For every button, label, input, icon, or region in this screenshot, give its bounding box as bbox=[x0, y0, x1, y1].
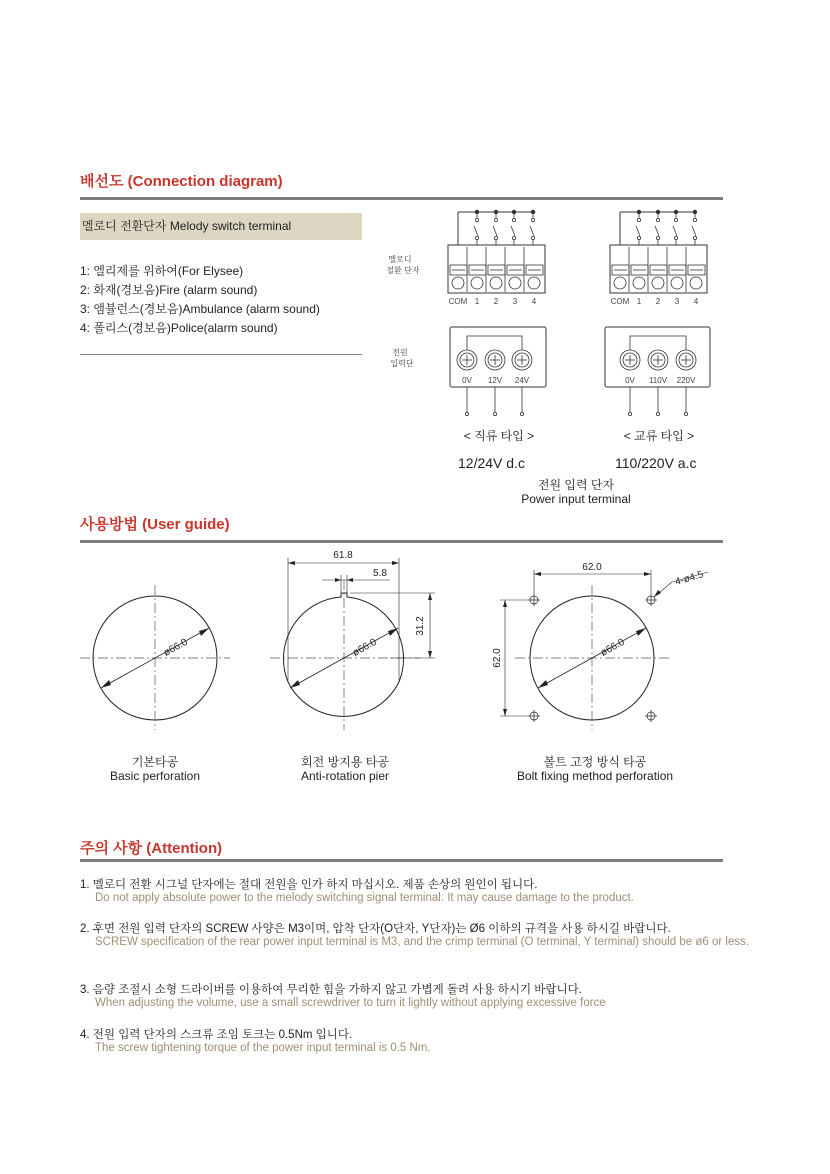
dc-terminal-4: 4 bbox=[531, 297, 537, 306]
label-melody-1: 멜로디 bbox=[388, 255, 412, 264]
connection-title: 배선도 (Connection diagram) bbox=[80, 173, 283, 190]
attention-rule bbox=[80, 859, 723, 862]
caption-bolt-ko: 볼트 고정 방식 타공 bbox=[543, 755, 647, 769]
ac-terminal-com: COM bbox=[610, 297, 630, 306]
attention-item-1-en: Do not apply absolute power to the melody switching signal terminal. It may cause damage to the product. bbox=[95, 892, 634, 904]
dc-terminal-2: 2 bbox=[493, 297, 499, 306]
label-power-2: 입력단 bbox=[390, 359, 414, 368]
caption-anti-en: Anti-rotation pier bbox=[300, 769, 390, 783]
dc-terminal-1: 1 bbox=[474, 297, 480, 306]
dc-terminal-3: 3 bbox=[512, 297, 518, 306]
anti-rotation-perforation bbox=[270, 550, 435, 730]
perforation-drawings bbox=[80, 545, 740, 750]
attention-item-2-en: SCREW specification of the rear power input terminal is M3, and the crimp terminal (O terminal, Y terminal) should be ø6 or less. bbox=[95, 936, 750, 948]
dc-power-terminal bbox=[450, 327, 546, 416]
ac-terminal-4: 4 bbox=[693, 297, 699, 306]
dc-melody-terminal bbox=[448, 210, 545, 306]
dim-62-horizontal: 62.0 bbox=[582, 562, 602, 573]
attention-item-2-ko: 2. 후면 전원 입력 단자의 SCREW 사양은 M3이며, 압착 단자(O단자, Y단자)는 Ø6 이하의 규격을 사용 하시길 바랍니다. bbox=[80, 923, 671, 935]
dim-hole: 4-ø4.5 bbox=[673, 569, 705, 588]
melody-item: 2: 화재(경보음)Fire (alarm sound) bbox=[80, 283, 258, 297]
guide-rule bbox=[80, 540, 723, 543]
melody-item: 1: 엘리제를 위하여(For Elysee) bbox=[80, 264, 244, 278]
anti-dia-label: ø66.0 bbox=[350, 636, 379, 659]
dc-voltage-0v: 0V bbox=[462, 376, 472, 385]
basic-dia-label: ø66.0 bbox=[161, 636, 190, 659]
wiring-diagram bbox=[370, 200, 730, 450]
attention-item-3-en: When adjusting the volume, use a small screwdriver to turn it lightly without applying excessive force bbox=[95, 997, 606, 1009]
dc-spec: 12/24V d.c bbox=[458, 455, 525, 471]
ac-voltage-110v: 110V bbox=[648, 376, 668, 385]
ac-terminal-1: 1 bbox=[636, 297, 642, 306]
guide-title: 사용방법 (User guide) bbox=[80, 516, 230, 533]
melody-item: 3: 앰뷸런스(경보음)Ambulance (alarm sound) bbox=[80, 302, 320, 316]
dim-5-8: 5.8 bbox=[373, 568, 387, 579]
dim-62-vertical: 62.0 bbox=[492, 648, 503, 668]
basic-perforation bbox=[80, 585, 230, 730]
power-input-en: Power input terminal bbox=[521, 492, 631, 506]
bolt-perforation bbox=[492, 562, 708, 730]
dc-type-label: < 직류 타입 > bbox=[463, 429, 535, 443]
dc-voltage-12v: 12V bbox=[487, 376, 503, 385]
melody-header: 멜로디 전환단자 Melody switch terminal bbox=[80, 213, 362, 240]
attention-item-4-ko: 4. 전원 입력 단자의 스크류 조임 토크는 0.5Nm 입니다. bbox=[80, 1029, 353, 1041]
ac-melody-terminal bbox=[610, 210, 707, 306]
attention-title: 주의 사항 (Attention) bbox=[80, 840, 223, 857]
dc-terminal-com: COM bbox=[448, 297, 468, 306]
ac-terminal-2: 2 bbox=[655, 297, 661, 306]
bolt-dia-label: ø66.0 bbox=[598, 636, 627, 659]
melody-item: 4: 폴리스(경보음)Police(alarm sound) bbox=[80, 321, 278, 335]
caption-basic-ko: 기본타공 bbox=[131, 755, 179, 769]
label-melody-2: 절환 단자 bbox=[386, 266, 420, 275]
ac-terminal-3: 3 bbox=[674, 297, 680, 306]
ac-spec: 110/220V a.c bbox=[615, 455, 697, 471]
dim-31-2: 31.2 bbox=[415, 616, 426, 636]
caption-basic-en: Basic perforation bbox=[109, 769, 201, 783]
ac-type-label: < 교류 타입 > bbox=[623, 429, 695, 443]
attention-item-3-ko: 3. 음량 조절시 소형 드라이버를 이용하여 무리한 힘을 가하지 않고 가볍게 돌려 사용 하시기 바랍니다. bbox=[80, 984, 582, 996]
attention-item-1-ko: 1. 멜로디 전환 시그널 단자에는 절대 전원을 인가 하지 마십시오. 제품 손상의 원인이 됩니다. bbox=[80, 879, 538, 891]
label-power-1: 전원 bbox=[392, 348, 408, 357]
ac-voltage-0v: 0V bbox=[625, 376, 635, 385]
caption-bolt-en: Bolt fixing method perforation bbox=[516, 769, 674, 783]
melody-rule bbox=[80, 354, 362, 355]
attention-item-4-en: The screw tightening torque of the power input terminal is 0.5 Nm. bbox=[95, 1042, 431, 1054]
ac-power-terminal bbox=[605, 327, 710, 416]
dim-61-8: 61.8 bbox=[333, 550, 353, 561]
caption-anti-ko: 회전 방지용 타공 bbox=[301, 755, 389, 769]
dc-voltage-24v: 24V bbox=[514, 376, 530, 385]
ac-voltage-220v: 220V bbox=[676, 376, 696, 385]
power-input-ko: 전원 입력 단자 bbox=[537, 478, 615, 492]
